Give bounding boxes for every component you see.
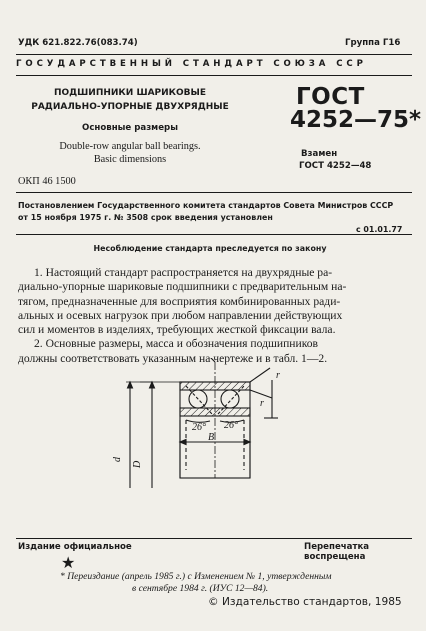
decree-line-2: от 15 ноября 1975 г. № 3508 срок введения установлен [18,213,273,222]
subtitle: Основные размеры [82,123,178,133]
reprint-label: Перепечатка воспрещена [304,542,370,562]
decree-line-1: Постановлением Государственного комитета стандартов Совета Министров СССР [18,201,394,210]
outer-diameter-label: D [132,460,143,468]
body-line: тягом, предназначенные для восприятия комбинированных ради- [18,294,341,308]
ball-right [221,390,239,408]
bore-diameter-label: d [112,457,123,462]
udk-code: УДК 621.822.76(083.74) [18,38,138,48]
copyright: © Издательство стандартов, 1985 [208,596,402,608]
radius-label-top: r [276,370,280,381]
body-line: должны соответствовать указанным на чертеже и в табл. 1—2. [18,351,328,365]
header-bottom-rule [16,75,412,76]
replaces-label: Взамен [301,149,338,159]
header-top-rule [16,54,412,55]
gost-number: 4252—75* [290,107,422,133]
title-line-1: ПОДШИПНИКИ ШАРИКОВЫЕ [53,88,207,98]
body-line: 1. Настоящий стандарт распространяется на двухрядные ра- [34,266,333,279]
reprint-note-line-1: * Переиздание (апрель 1985 г.) с Изменением № 1, утвержденным [60,571,332,582]
bearing-drawing [100,358,330,498]
angle-label-left: 26° [192,422,206,433]
body-line: диально-упорные шариковые подшипники с предварительным на- [18,280,347,294]
body-text [18,266,408,366]
title-line-2: РАДИАЛЬНО-УПОРНЫЕ ДВУХРЯДНЫЕ [31,102,229,112]
standard-title: ГОСУДАРСТВЕННЫЙ СТАНДАРТ СОЮЗА ССР [16,59,367,69]
reprint-note-line-2: в сентябре 1984 г. (ИУС 12—84). [132,583,269,594]
okp-code: ОКП 46 1500 [18,176,76,187]
english-title-line-1: Double-row angular ball bearings. [59,141,201,152]
decree-date: с 01.01.77 [356,225,403,234]
decree-bottom-rule [16,234,412,235]
footer-rule [16,538,412,539]
body-line: сил и моментов в изделиях, требующих жесткой фиксации вала. [18,323,336,337]
legal-warning: Несоблюдение стандарта преследуется по закону [93,244,327,253]
edition-label: Издание официальное [18,542,132,552]
document-title [30,86,230,114]
english-title [30,141,230,166]
english-title-line-2: Basic dimensions [93,153,167,165]
width-label: B [208,432,215,443]
replaces-value: ГОСТ 4252—48 [299,161,372,171]
radius-label-side: r [260,398,264,409]
body-line: 2. Основные размеры, масса и обозначения подшипников [34,337,319,351]
body-line: альных и осевых нагрузок при любом направлении действующих [18,308,343,322]
gost-label: ГОСТ [296,84,365,110]
star-icon: ★ [61,553,76,572]
group-code: Группа Г16 [345,38,401,48]
angle-label-right: 26° [224,420,238,431]
decree-top-rule [16,192,412,193]
